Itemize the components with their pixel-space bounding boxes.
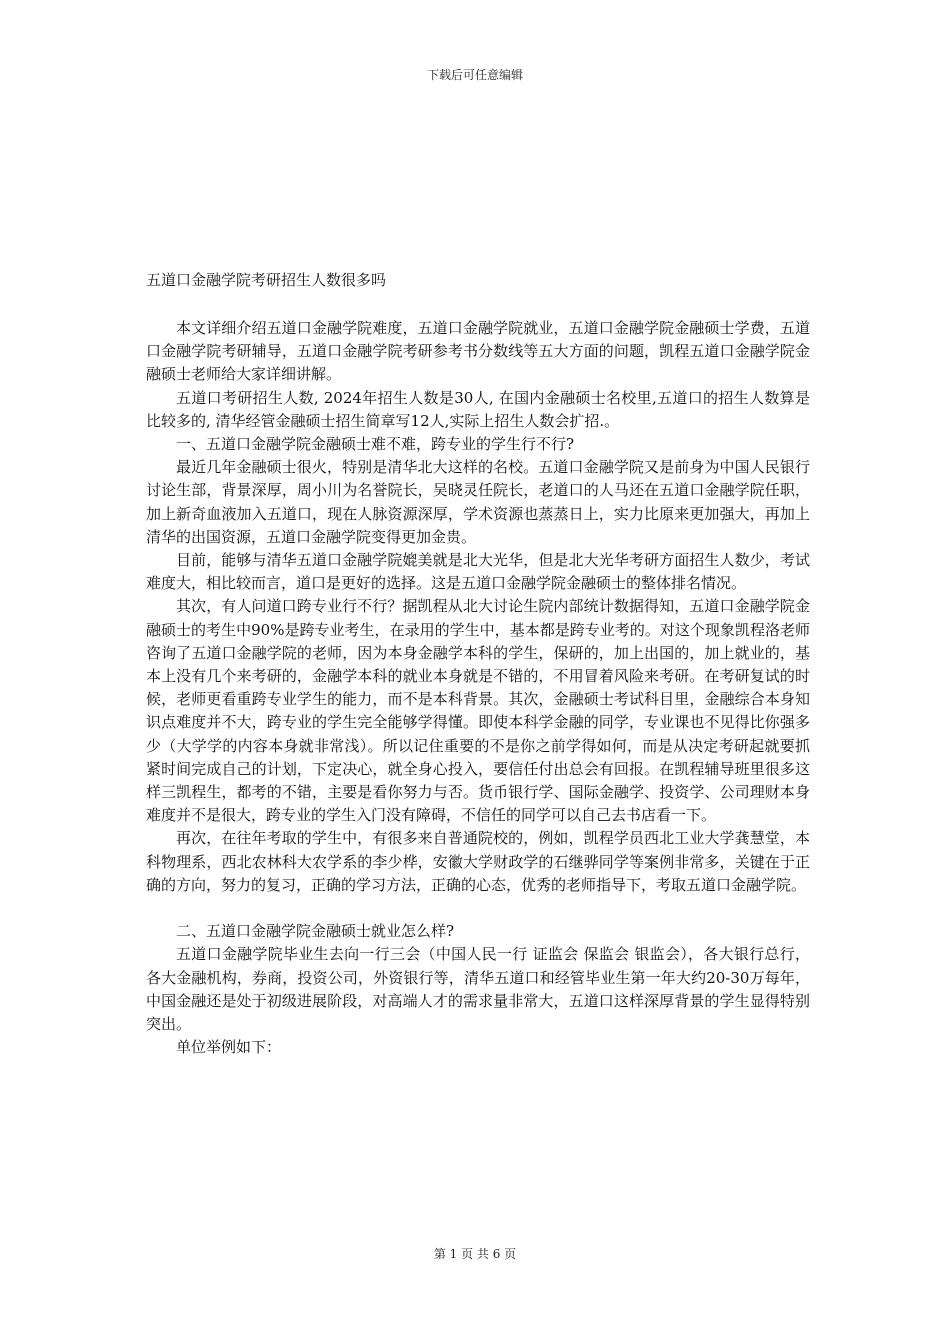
section-heading-employment: 二、五道口金融学院金融硕士就业怎么样? [176,922,455,941]
paragraph-employment: 五道口金融学院毕业生去向一行三会（中国人民一行 证监会 保监会 银监会），各大银行总行，各大金融机构，券商，投资公司，外资银行等，清华五道口和经管毕业生第一年大约20-30万每年，中国金融还是处于初级进展阶段，对高端人才的需求量非常大，五道口这样深厚背景的学生显得特别突出。 [146,945,810,1034]
paragraph-intro: 本文详细介绍五道口金融学院难度，五道口金融学院就业，五道口金融学院金融硕士学费，五道口金融学院考研辅导，五道口金融学院考研参考书分数线等五大方面的问题，凯程五道口金融学院金融硕士老师给大家详细讲解。 [146,319,810,384]
paragraph-ranking: 目前，能够与清华五道口金融学院媲美就是北大光华，但是北大光华考研方面招生人数少，考试难度大，相比较而言，道口是更好的选择。这是五道口金融学院金融硕士的整体排名情况。 [146,551,810,593]
paragraph-examples: 再次，在往年考取的学生中，有很多来自普通院校的，例如，凯程学员西北工业大学龚慧堂，本科物理系，西北农林科大农学系的李少桦，安徽大学财政学的石继骅同学等案例非常多，关键在于正确的方向，努力的复习，正确的学习方法，正确的心态，优秀的老师指导下，考取五道口金融学院。 [146,829,810,894]
section-heading-difficulty: 一、五道口金融学院金融硕士难不难，跨专业的学生行不行? [176,435,575,454]
paragraph-background: 最近几年金融硕士很火，特别是清华北大这样的名校。五道口金融学院又是前身为中国人民银行讨论生部，背景深厚，周小川为名誉院长，吴晓灵任院长，老道口的人马还在五道口金融学院任职，加上新奇血液加入五道口，现在人脉资源深厚，学术资源也蒸蒸日上，实力比原来更加强大，再加上清华的出国资源，五道口金融学院变得更加金贵。 [146,458,810,546]
document-title: 五道口金融学院考研招生人数很多吗 [146,271,387,289]
document-body [146,317,810,1059]
page-header-note: 下载后可任意编辑 [426,68,523,82]
paragraph-cross-major: 其次，有人问道口跨专业行不行？据凯程从北大讨论生院内部统计数据得知，五道口金融学院金融硕士的考生中90%是跨专业考生，在录用的学生中，基本都是跨专业考的。对这个现象凯程洛老师咨询了五道口金融学院的老师，因为本身金融学本科的学生，保研的，加上出国的，加上就业的，基本上没有几个来考研的，金融学本科的就业本身就是不错的，不用冒着风险来考研。在考研复试的时候，老师更看重跨专业学生的能力，而不是本科背景。其次，金融硕士考试科目里，金融综合本身知识点难度并不大，跨专业的学生完全能够学得懂。即使本科学金融的同学，专业课也不见得比你强多少（大学学的内容本身就非常浅）。所以记住重要的不是你之前学得如何，而是从决定考研起就要抓紧时间完成自己的计划，下定决心，就全身心投入，要信任付出总会有回报。在凯程辅导班里很多这样三凯程生，都考的不错，主要是看你努力与否。货币银行学、国际金融学、投资学、公司理财本身难度并不是很大，跨专业的学生入门没有障碍，不信任的同学可以自己去书店看一下。 [146,597,810,825]
paragraph-enrollment: 五道口考研招生人数, 2024年招生人数是30人, 在国内金融硕士名校里,五道口的招生人数算是比较多的, 清华经管金融硕士招生简章写12人,实际上招生人数会扩招.。 [146,388,810,430]
paragraph-employer-examples: 单位举例如下： [176,1038,282,1057]
page-footer-number: 第 1 页 共 6 页 [433,1247,517,1261]
